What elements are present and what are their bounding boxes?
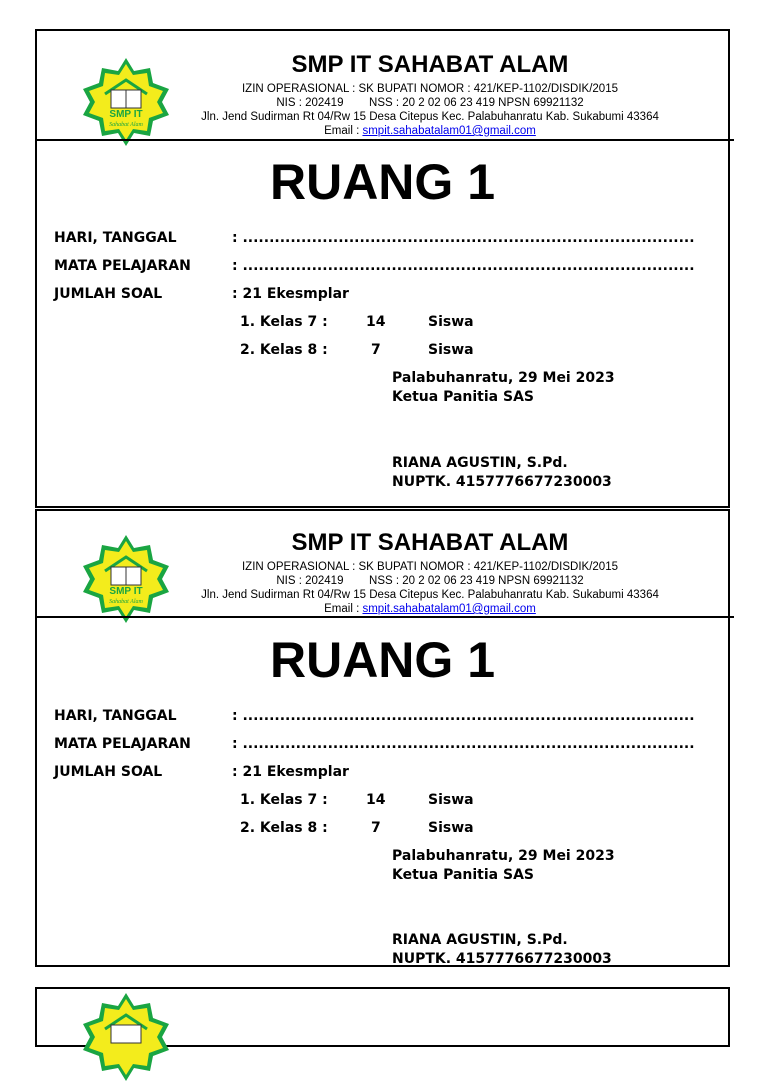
email-line: Email : smpit.sahabatalam01@gmail.com: [324, 125, 536, 137]
hari-value: : .....................................................................................: [232, 230, 695, 246]
signer-name: RIANA AGUSTIN, S.Pd.: [392, 455, 568, 471]
kelas-7-unit: Siswa: [428, 792, 474, 808]
svg-text:SMP IT: SMP IT: [109, 586, 143, 597]
svg-text:Sahabat Alam: Sahabat Alam: [109, 122, 143, 128]
jumlah-value: : 21 Ekesmplar: [232, 286, 349, 302]
address-line: Jln. Jend Sudirman Rt 04/Rw 15 Desa Citepus Kec. Palabuhanratu Kab. Sukabumi 43364: [201, 111, 659, 123]
letterhead-details: [197, 82, 663, 138]
jumlah-label: JUMLAH SOAL: [54, 764, 163, 780]
mapel-value: : .....................................................................................: [232, 258, 695, 274]
mapel-value: : .....................................................................................: [232, 736, 695, 752]
kelas-7-count: 14: [366, 314, 386, 330]
room-card-2: [35, 509, 730, 967]
signer-position: Ketua Panitia SAS: [392, 389, 534, 405]
hari-label: HARI, TANGGAL: [54, 230, 177, 246]
izin-line: IZIN OPERASIONAL : SK BUPATI NOMOR : 421/KEP-1102/DISDIK/2015: [241, 561, 618, 573]
school-logo-icon: [75, 535, 177, 623]
room-card-3: [35, 987, 730, 1047]
kelas-7-count: 14: [366, 792, 386, 808]
svg-text:Sahabat Alam: Sahabat Alam: [109, 599, 143, 605]
kelas-7-unit: Siswa: [428, 314, 474, 330]
kelas-8-unit: Siswa: [428, 820, 474, 836]
kelas-8-count: 7: [371, 342, 381, 358]
school-logo-icon: [75, 58, 177, 146]
mapel-label: MATA PELAJARAN: [54, 736, 191, 752]
izin-line: IZIN OPERASIONAL : SK BUPATI NOMOR : 421/KEP-1102/DISDIK/2015: [241, 83, 618, 95]
jumlah-value: : 21 Ekesmplar: [232, 764, 349, 780]
jumlah-label: JUMLAH SOAL: [54, 286, 163, 302]
kelas-8-label: 2. Kelas 8 :: [240, 820, 328, 836]
hari-label: HARI, TANGGAL: [54, 708, 177, 724]
nis-line: NIS : 202419 NSS : 20 2 02 06 23 419 NPSN 69921132: [276, 575, 584, 587]
email-line: Email : smpit.sahabatalam01@gmail.com: [324, 603, 536, 615]
school-name: SMP IT SAHABAT ALAM: [291, 51, 569, 78]
room-title: RUANG 1: [269, 632, 496, 688]
hari-value: : .....................................................................................: [232, 708, 695, 724]
kelas-8-count: 7: [371, 820, 381, 836]
letterhead: [37, 31, 728, 141]
room-title: RUANG 1: [269, 154, 496, 210]
email-link[interactable]: smpit.sahabatalam01@gmail.com: [362, 125, 536, 137]
address-line: Jln. Jend Sudirman Rt 04/Rw 15 Desa Citepus Kec. Palabuhanratu Kab. Sukabumi 43364: [201, 589, 659, 601]
svg-text:SMP IT: SMP IT: [109, 109, 143, 120]
signer-nuptk: NUPTK. 4157776677230003: [392, 474, 612, 490]
room-card-1: [35, 29, 730, 508]
kelas-7-label: 1. Kelas 7 :: [240, 792, 328, 808]
place-date: Palabuhanratu, 29 Mei 2023: [392, 370, 615, 386]
signer-name: RIANA AGUSTIN, S.Pd.: [392, 932, 568, 948]
school-logo-icon: [75, 993, 177, 1081]
place-date: Palabuhanratu, 29 Mei 2023: [392, 848, 615, 864]
letterhead: [37, 511, 728, 618]
signer-position: Ketua Panitia SAS: [392, 867, 534, 883]
mapel-label: MATA PELAJARAN: [54, 258, 191, 274]
kelas-8-unit: Siswa: [428, 342, 474, 358]
email-link[interactable]: smpit.sahabatalam01@gmail.com: [362, 603, 536, 615]
signer-nuptk: NUPTK. 4157776677230003: [392, 951, 612, 967]
school-name: SMP IT SAHABAT ALAM: [291, 529, 569, 556]
kelas-7-label: 1. Kelas 7 :: [240, 314, 328, 330]
letterhead-details: [197, 560, 663, 616]
nis-line: NIS : 202419 NSS : 20 2 02 06 23 419 NPSN 69921132: [276, 97, 584, 109]
kelas-8-label: 2. Kelas 8 :: [240, 342, 328, 358]
